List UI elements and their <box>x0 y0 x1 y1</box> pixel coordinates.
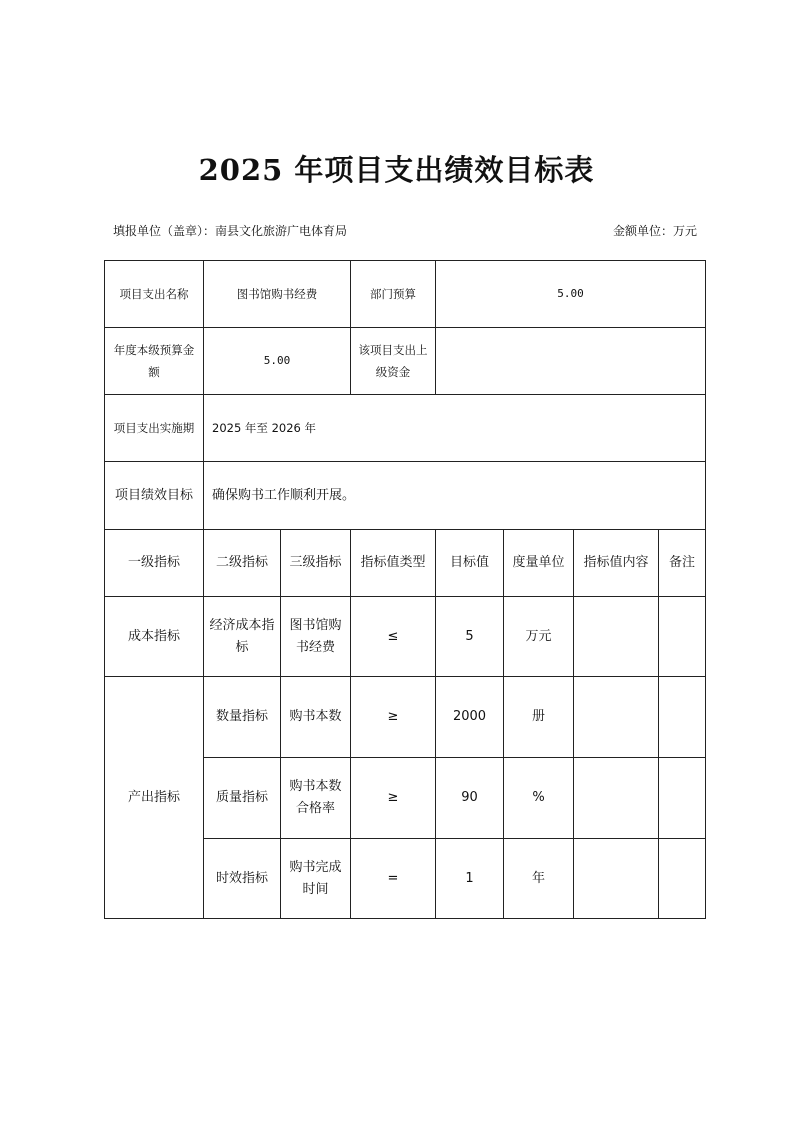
period-label: 项目支出实施期 <box>105 395 204 462</box>
level1-cell: 成本指标 <box>105 597 204 677</box>
project-name-value: 图书馆购书经费 <box>204 261 351 328</box>
header-cell: 目标值 <box>436 530 504 597</box>
annual-budget-label: 年度本级预算金额 <box>105 328 204 395</box>
table-row <box>105 597 706 677</box>
header-cell: 三级指标 <box>281 530 351 597</box>
type-cell: ≥ <box>351 677 436 758</box>
target-cell: 2000 <box>436 677 504 758</box>
type-cell: = <box>351 839 436 919</box>
type-cell: ≥ <box>351 758 436 839</box>
page-title: 2025 年项目支出绩效目标表 <box>198 153 595 187</box>
dept-budget-label: 部门预算 <box>351 261 436 328</box>
project-name-label: 项目支出名称 <box>105 261 204 328</box>
fill-unit-label: 填报单位（盖章）：南县文化旅游广电体育局 <box>113 224 348 238</box>
note-cell <box>659 677 706 758</box>
target-cell: 1 <box>436 839 504 919</box>
annual-budget-value: 5.00 <box>204 328 351 395</box>
target-cell: 5 <box>436 597 504 677</box>
level2-cell: 经济成本指标 <box>204 597 281 677</box>
performance-table <box>104 260 706 919</box>
content-cell <box>574 758 659 839</box>
level3-cell: 购书本数 <box>281 677 351 758</box>
period-value: 2025 年至 2026 年 <box>204 395 706 462</box>
note-cell <box>659 758 706 839</box>
level3-cell: 图书馆购书经费 <box>281 597 351 677</box>
type-cell: ≤ <box>351 597 436 677</box>
level3-cell: 购书本数合格率 <box>281 758 351 839</box>
header-cell: 指标值内容 <box>574 530 659 597</box>
header-cell: 备注 <box>659 530 706 597</box>
header-cell: 度量单位 <box>504 530 574 597</box>
level2-cell: 质量指标 <box>204 758 281 839</box>
target-cell: 90 <box>436 758 504 839</box>
level3-cell: 购书完成时间 <box>281 839 351 919</box>
level2-cell: 数量指标 <box>204 677 281 758</box>
goal-label: 项目绩效目标 <box>105 462 204 530</box>
upper-funds-label: 该项目支出上级资金 <box>351 328 436 395</box>
level1-cell: 产出指标 <box>105 677 204 919</box>
upper-funds-value <box>436 328 706 395</box>
unit-cell: % <box>504 758 574 839</box>
note-cell <box>659 597 706 677</box>
goal-value: 确保购书工作顺利开展。 <box>204 462 706 530</box>
unit-cell: 册 <box>504 677 574 758</box>
dept-budget-value: 5.00 <box>436 261 706 328</box>
unit-cell: 年 <box>504 839 574 919</box>
header-cell: 一级指标 <box>105 530 204 597</box>
header-cell: 二级指标 <box>204 530 281 597</box>
unit-cell: 万元 <box>504 597 574 677</box>
level2-cell: 时效指标 <box>204 839 281 919</box>
content-cell <box>574 597 659 677</box>
note-cell <box>659 839 706 919</box>
table-row <box>105 677 706 758</box>
content-cell <box>574 677 659 758</box>
header-cell: 指标值类型 <box>351 530 436 597</box>
content-cell <box>574 839 659 919</box>
amount-unit-label: 金额单位：万元 <box>612 224 697 238</box>
header-row <box>105 530 706 597</box>
